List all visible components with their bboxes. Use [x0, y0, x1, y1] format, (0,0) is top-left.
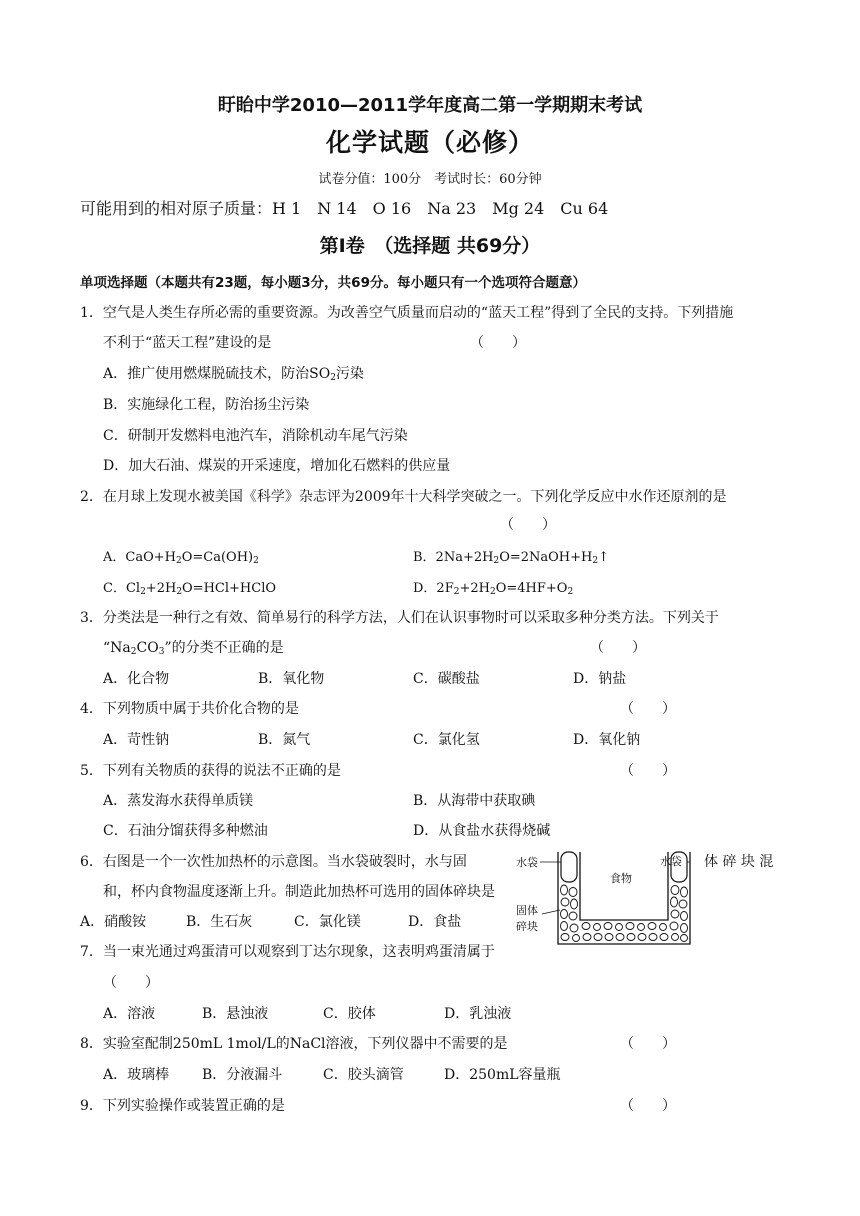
q9-answer-paren: （ ）	[620, 1098, 676, 1114]
q1-option-d: D．加大石油、煤炭的开采速度，增加化石燃料的供应量	[103, 458, 451, 474]
q4-option-b: B．氮气	[258, 732, 311, 748]
q3-option-a: A．化合物	[103, 671, 170, 687]
q1-stem-line2: 不利于“蓝天工程”建设的是	[103, 335, 272, 351]
q5-option-a: A．蒸发海水获得单质镁	[103, 793, 254, 809]
q6-stem-line2: 和，杯内食物温度逐渐上升。制造此加热杯可选用的固体碎块是	[103, 884, 495, 900]
q6-option-c: C．氯化镁	[294, 914, 361, 930]
water-bag-left	[561, 852, 577, 882]
q7-option-a: A．溶液	[103, 1006, 156, 1022]
q1-option-b: B．实施绿化工程，防治扬尘污染	[103, 397, 310, 413]
label-solid-2: 碎块	[516, 920, 538, 933]
q3-answer-paren: （ ）	[590, 640, 646, 656]
q2-stem-line1: 2．在月球上发现水被美国《科学》杂志评为2009年十大科学突破之一。下列化学反应中水作还原剂的是	[80, 489, 727, 505]
q7-option-d: D．乳浊液	[444, 1006, 512, 1022]
q6-option-b: B．生石灰	[186, 914, 253, 930]
q2-option-d: D．$2F_2+2H_2O=4HF+O_2$	[413, 581, 574, 597]
q1-option-c: C．研制开发燃料电池汽车，消除机动车尾气污染	[103, 428, 408, 444]
q3-stem-line1: 3．分类法是一种行之有效、简单易行的科学方法，人们在认识事物时可以采取多种分类方法。下列关于	[80, 610, 719, 626]
label-solid-1: 固体	[516, 904, 538, 917]
q1-answer-paren: （ ）	[470, 335, 526, 351]
q8-option-d: D．250mL容量瓶	[444, 1067, 561, 1083]
q1-stem-line1: 1．空气是人类生存所必需的重要资源。为改善空气质量而启动的“蓝天工程”得到了全民的支持。下列措施	[80, 305, 734, 321]
q5-option-d: D．从食盐水获得烧碱	[413, 823, 551, 839]
q7-option-b: B．悬浊液	[202, 1006, 269, 1022]
label-water-bag-right: 水袋	[660, 855, 682, 868]
q5-answer-paren: （ ）	[620, 763, 676, 779]
q3-option-d: D．钠盐	[573, 671, 627, 687]
q6-option-a: A．硝酸铵	[80, 914, 147, 930]
q4-stem: 4．下列物质中属于共价化合物的是	[80, 701, 299, 717]
score-info: 试卷分值：100分 考试时长：60分钟	[318, 172, 542, 187]
q6-stem-line1: 6．右图是一个一次性加热杯的示意图。当水袋破裂时，水与固	[80, 854, 467, 870]
q6-option-d: D．食盐	[408, 914, 462, 930]
section-title: 第Ⅰ卷 （选择题 共69分）	[319, 235, 541, 257]
q9-stem: 9．下列实验操作或装置正确的是	[80, 1098, 285, 1114]
q8-option-a: A．玻璃棒	[103, 1067, 170, 1083]
q8-option-c: C．胶头滴管	[323, 1067, 404, 1083]
q2-answer-paren: （ ）	[500, 517, 556, 533]
q4-option-c: C．氯化氢	[413, 732, 480, 748]
q3-option-c: C．碳酸盐	[413, 671, 480, 687]
q2-option-a: A．$CaO+H_2O=Ca(OH)_2$	[103, 550, 259, 566]
q1-option-a: A．推广使用燃煤脱硫技术，防治$SO_2$污染	[103, 366, 364, 383]
q6-stem-line1-end: 体 碎 块 混	[704, 854, 774, 870]
instructions: 单项选择题（本题共有23题，每小题3分，共69分。每小题只有一个选项符合题意）	[80, 275, 586, 291]
school-title: 盱眙中学2010—2011学年度高二第一学期期末考试	[217, 95, 643, 116]
q8-stem: 8．实验室配制250mL 1mol/L的NaCl溶液，下列仪器中不需要的是	[80, 1036, 508, 1052]
q2-option-b: B．$2Na+2H_2O=2NaOH+H_2↑$	[413, 550, 609, 566]
q7-option-c: C．胶体	[323, 1006, 376, 1022]
subject-title: 化学试题（必修）	[325, 128, 534, 157]
q5-option-b: B．从海带中获取碘	[413, 793, 536, 809]
q4-answer-paren: （ ）	[620, 701, 676, 717]
q7-answer-paren: （ ）	[103, 975, 159, 991]
label-food: 食物	[610, 872, 632, 885]
q7-stem: 7．当一束光通过鸡蛋清可以观察到丁达尔现象，这表明鸡蛋清属于	[80, 944, 495, 960]
cup-inner-wall	[580, 852, 668, 920]
q3-stem-line2: “$Na_2CO_3$”的分类不正确的是	[103, 640, 284, 657]
q8-answer-paren: （ ）	[620, 1036, 676, 1052]
q5-stem: 5．下列有关物质的获得的说法不正确的是	[80, 763, 341, 779]
atomic-mass-line: 可能用到的相对原子质量：H 1 N 14 O 16 Na 23 Mg 24 Cu 64	[80, 199, 609, 218]
label-water-bag-left: 水袋	[516, 856, 538, 869]
q4-option-d: D．氧化钠	[573, 732, 641, 748]
q2-option-c: C．$Cl_2+2H_2O=HCl+HClO$	[103, 581, 277, 597]
q8-option-b: B．分液漏斗	[202, 1067, 283, 1083]
leader-line-solid	[542, 910, 560, 914]
q5-option-c: C．石油分馏获得多种燃油	[103, 823, 268, 839]
q3-option-b: B．氧化物	[258, 671, 325, 687]
q4-option-a: A．苛性钠	[103, 732, 170, 748]
